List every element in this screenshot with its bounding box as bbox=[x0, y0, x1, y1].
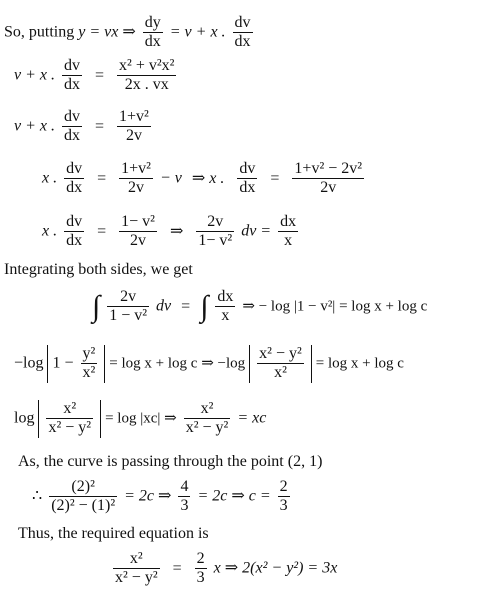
eq4-rhs-frac bbox=[292, 160, 364, 198]
equals: = bbox=[270, 169, 280, 187]
calc-frac bbox=[49, 478, 117, 516]
frac-den: dx bbox=[64, 76, 80, 94]
log2-rhs: = log |xc| ⇒ bbox=[105, 410, 177, 427]
frac-num: 2 bbox=[278, 478, 290, 497]
equals: = bbox=[181, 297, 191, 315]
text-as bbox=[18, 454, 322, 470]
frac-num: dv bbox=[64, 213, 84, 232]
frac-num: dx bbox=[278, 213, 298, 232]
frac-dv-dx bbox=[64, 160, 84, 198]
frac-num: x² − y² bbox=[257, 345, 304, 364]
frac-den: x bbox=[221, 307, 230, 325]
abs-2 bbox=[249, 345, 312, 383]
frac-num: 1+v² bbox=[117, 108, 151, 127]
equals: = bbox=[97, 222, 107, 240]
frac-den: 3 bbox=[180, 497, 189, 515]
frac-num: x² + v²x² bbox=[117, 57, 176, 76]
text-integrating bbox=[4, 262, 193, 278]
log-equation-2 bbox=[14, 400, 266, 438]
frac-y2-x2 bbox=[81, 345, 98, 383]
equals: = bbox=[172, 559, 182, 577]
frac-num: 1+v² bbox=[119, 160, 153, 179]
frac-dy-dx bbox=[143, 14, 163, 52]
eq5-lhs: x . bbox=[42, 222, 58, 240]
frac-num: 1+v² − 2v² bbox=[292, 160, 364, 179]
equals: = bbox=[97, 169, 107, 187]
frac-den: 2v bbox=[130, 232, 147, 250]
frac-2-3 bbox=[278, 478, 290, 516]
therefore-symbol: ∴ bbox=[32, 487, 43, 505]
frac-2-3-final bbox=[195, 550, 207, 588]
math-rhs: = v + x . bbox=[169, 23, 226, 41]
frac-num: x² bbox=[46, 400, 93, 419]
as-text: As, the curve is passing through the point (2, 1) bbox=[18, 453, 323, 470]
implies: ⇒ bbox=[169, 222, 184, 240]
frac-num: (2)² bbox=[49, 478, 117, 497]
eq4-frac bbox=[119, 160, 153, 198]
calc-equation bbox=[32, 478, 293, 516]
integral-sign: ∫ bbox=[92, 289, 101, 323]
frac-den: x bbox=[284, 232, 293, 250]
frac-dv-dx bbox=[64, 213, 84, 251]
equation-5 bbox=[42, 213, 301, 251]
line-putting bbox=[4, 14, 256, 52]
equals: = bbox=[95, 117, 105, 135]
eq3-lhs: v + x . bbox=[14, 117, 55, 135]
frac-den: x² − y² bbox=[185, 419, 229, 437]
frac-den: 2v bbox=[125, 127, 142, 145]
log-eq1-rhs2: = log x + log c bbox=[315, 355, 404, 372]
frac-den: 2x . vx bbox=[124, 76, 169, 94]
math-y-vx: y = vx ⇒ bbox=[78, 23, 136, 41]
frac-dv-dx bbox=[62, 57, 82, 95]
frac-den: 2v bbox=[320, 179, 337, 197]
frac-num: y² bbox=[81, 345, 98, 364]
frac-den: dx bbox=[144, 33, 161, 51]
abs-3 bbox=[38, 400, 101, 438]
integrate-text: Integrating both sides, we get bbox=[4, 261, 193, 278]
frac-num: x² bbox=[184, 400, 231, 419]
frac-num: dv bbox=[62, 57, 82, 76]
integral-sign: ∫ bbox=[200, 289, 209, 323]
final-frac bbox=[113, 550, 160, 588]
abs-1: 1 − $\frac{\text{y²}}{\text{x²}}$ bbox=[47, 345, 105, 383]
equation-4 bbox=[42, 160, 367, 198]
frac-den: dx bbox=[234, 33, 251, 51]
int-frac-dx bbox=[215, 288, 235, 326]
frac-x2y2 bbox=[257, 345, 304, 383]
frac-dx-x bbox=[278, 213, 298, 251]
log-eq1-rhs: = log x + log c ⇒ −log bbox=[109, 355, 246, 372]
frac-num: 4 bbox=[178, 478, 190, 497]
eq2-lhs: v + x . bbox=[14, 66, 55, 84]
frac-den: (2)² − (1)² bbox=[51, 497, 116, 515]
calc-2c: = 2c ⇒ c = bbox=[197, 487, 271, 505]
frac-num: dx bbox=[215, 288, 235, 307]
frac-num: 2v bbox=[196, 213, 234, 232]
final-rhs: x ⇒ 2(x² − y²) = 3x bbox=[213, 559, 338, 577]
frac-den: dx bbox=[66, 232, 83, 250]
equals: = bbox=[95, 66, 105, 84]
frac-x2 bbox=[46, 400, 93, 438]
frac-dv-dx bbox=[233, 14, 253, 52]
frac-den: 1− v² bbox=[198, 232, 233, 250]
text-thus bbox=[18, 526, 209, 542]
frac-den: dx bbox=[66, 179, 83, 197]
frac-num: dv bbox=[237, 160, 257, 179]
text-putting: So, putting bbox=[4, 23, 75, 41]
integral-equation bbox=[92, 288, 427, 326]
frac-num: 1− v² bbox=[119, 213, 157, 232]
frac-den: 3 bbox=[279, 497, 288, 515]
frac-num: dv bbox=[233, 14, 253, 33]
eq4-lhs: x . bbox=[42, 169, 58, 187]
frac-num: x² bbox=[113, 550, 160, 569]
implies: ⇒ x . bbox=[191, 169, 225, 187]
int-rhs: ⇒ − log |1 − v²| = log x + log c bbox=[242, 298, 428, 315]
frac-den: x² bbox=[82, 364, 96, 382]
final-equation bbox=[110, 550, 337, 588]
frac-den: x² bbox=[274, 364, 287, 382]
frac-den: 3 bbox=[196, 569, 205, 587]
frac-den: x² − y² bbox=[115, 569, 158, 587]
frac-den: x² − y² bbox=[48, 419, 92, 437]
dv: dv bbox=[156, 297, 172, 315]
minus-log: −log bbox=[14, 354, 44, 372]
frac-den: 1 − v² bbox=[109, 307, 148, 325]
frac-dv-dx bbox=[62, 108, 82, 146]
eq3-frac bbox=[117, 108, 151, 146]
frac-num: 2v bbox=[107, 288, 149, 307]
equation-3 bbox=[14, 108, 154, 146]
eq5-dv: dv = bbox=[241, 222, 272, 240]
frac-den: dx bbox=[239, 179, 256, 197]
log-equation-1 bbox=[14, 345, 404, 383]
frac-num: 2 bbox=[195, 550, 207, 569]
frac-den: 2v bbox=[128, 179, 145, 197]
eq2-frac bbox=[117, 57, 176, 95]
frac-den: dx bbox=[64, 127, 80, 145]
frac-num: dy bbox=[143, 14, 163, 33]
frac-result bbox=[184, 400, 231, 438]
calc-rhs: = 2c ⇒ bbox=[124, 487, 172, 505]
log: log bbox=[14, 409, 35, 427]
frac-num: dv bbox=[62, 108, 82, 127]
frac-dv-dx bbox=[237, 160, 257, 198]
eq5-r-frac bbox=[196, 213, 234, 251]
equation-2 bbox=[14, 57, 179, 95]
eq5-frac bbox=[119, 213, 157, 251]
log2-result: = xc bbox=[237, 409, 267, 427]
frac-4-3 bbox=[178, 478, 190, 516]
eq4-minus: − v bbox=[159, 169, 182, 187]
frac-num: dv bbox=[64, 160, 84, 179]
thus-text: Thus, the required equation is bbox=[18, 525, 209, 542]
int-frac bbox=[107, 288, 149, 326]
